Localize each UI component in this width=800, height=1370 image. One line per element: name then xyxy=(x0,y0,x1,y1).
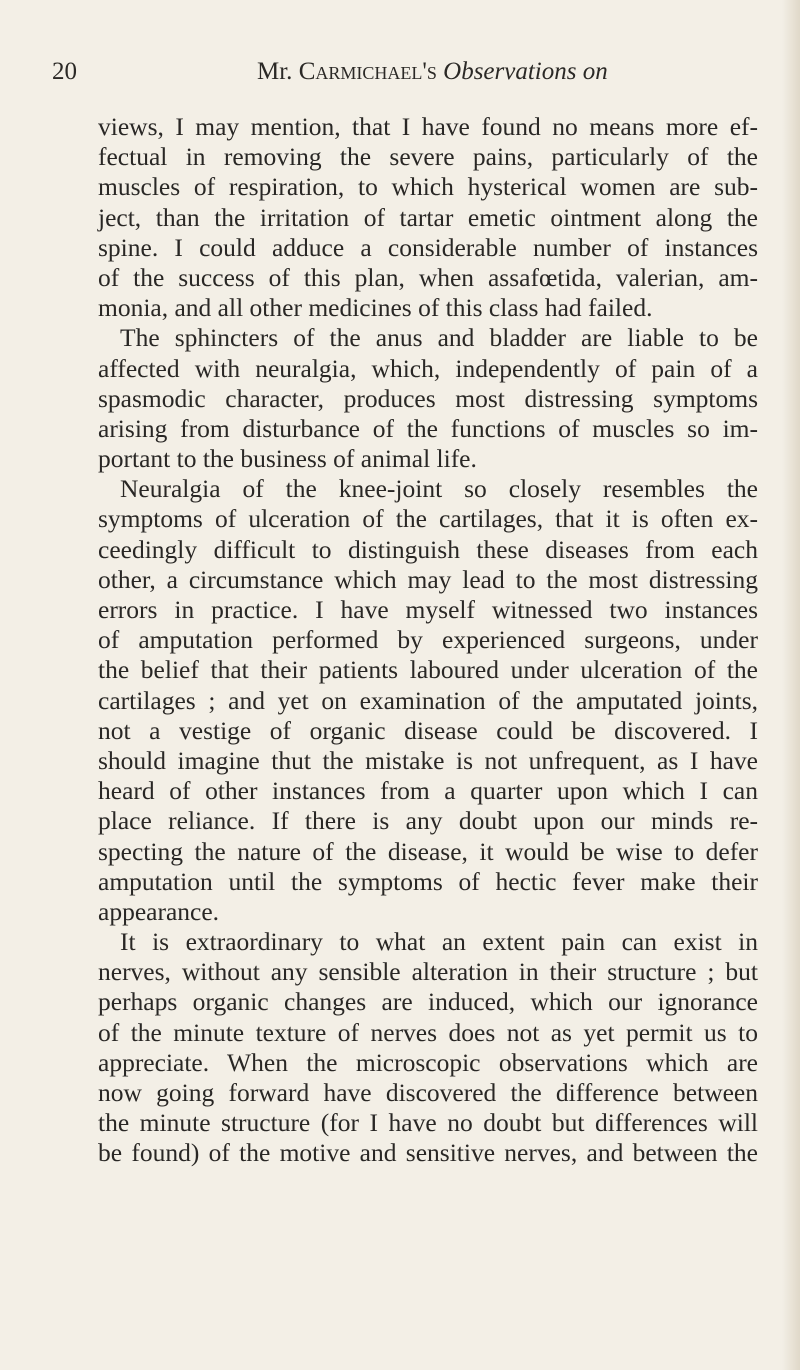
text-line: other, a circumstance which may lead to the most distressing xyxy=(98,564,758,594)
text-line: perhaps organic changes are induced, which our ignorance xyxy=(98,987,758,1017)
text-line: It is extraordinary to what an extent pain can exist in xyxy=(120,927,758,957)
header-subject: Observations on xyxy=(443,58,608,85)
text-line: the minute structure (for I have no doubt but differences will xyxy=(98,1108,758,1138)
text-line: of the success of this plan, when assafœtida, valerian, am- xyxy=(98,262,758,292)
text-line: spine. I could adduce a considerable number of instances xyxy=(98,232,758,262)
text-line: fectual in removing the severe pains, particularly of the xyxy=(98,142,758,172)
header-prefix: Mr. xyxy=(257,58,293,85)
text-line: arising from disturbance of the functions of muscles so im- xyxy=(98,413,758,443)
text-line: The sphincters of the anus and bladder are liable to be xyxy=(120,323,758,353)
page-edge-shadow xyxy=(782,0,800,1370)
text-line: amputation until the symptoms of hectic fever make their xyxy=(98,866,758,896)
text-line: errors in practice. I have myself witnessed two instances xyxy=(98,595,758,624)
running-head xyxy=(52,52,742,92)
text-line: of the minute texture of nerves does not as yet permit us to xyxy=(98,1017,758,1047)
text-line: be found) of the motive and sensitive nerves, and between the xyxy=(98,1138,758,1168)
text-line: should imagine thut the mistake is not unfrequent, as I have xyxy=(98,745,758,775)
text-line: appreciate. When the microscopic observations which are xyxy=(98,1047,758,1077)
text-line: affected with neuralgia, which, independently of pain of a xyxy=(98,353,758,383)
text-line: appearance. xyxy=(98,896,220,926)
page-number: 20 xyxy=(52,58,77,85)
text-line: cartilages ; and yet on examination of the amputated joints, xyxy=(98,685,758,715)
text-line: of amputation performed by experienced surgeons, under xyxy=(98,625,758,655)
text-line: symptoms of ulceration of the cartilages, that it is often ex- xyxy=(98,504,758,534)
text-line: place reliance. If there is any doubt upon our minds re- xyxy=(98,806,758,836)
text-line: the belief that their patients laboured under ulceration of the xyxy=(98,655,758,685)
text-line: heard of other instances from a quarter upon which I can xyxy=(98,776,758,806)
text-line: nerves, without any sensible alteration in their structure ; but xyxy=(98,957,758,987)
header-author: Carmichael's xyxy=(298,58,437,85)
body-text xyxy=(98,112,758,1169)
text-line: specting the nature of the disease, it would be wise to defer xyxy=(98,836,758,866)
text-line: ject, than the irritation of tartar emetic ointment along the xyxy=(98,202,758,232)
text-line: now going forward have discovered the difference between xyxy=(98,1078,758,1107)
text-line: views, I may mention, that I have found no means more ef- xyxy=(98,112,758,141)
text-line: not a vestige of organic disease could be discovered. I xyxy=(98,715,758,745)
text-line: monia, and all other medicines of this class had failed. xyxy=(98,293,653,323)
text-line: portant to the business of animal life. xyxy=(98,444,477,474)
text-line: Neuralgia of the knee-joint so closely resembles the xyxy=(120,474,758,504)
header-title xyxy=(257,52,608,92)
text-line: muscles of respiration, to which hysterical women are sub- xyxy=(98,172,758,202)
text-line: spasmodic character, produces most distressing symptoms xyxy=(98,383,758,413)
text-line: ceedingly difficult to distinguish these diseases from each xyxy=(98,534,758,564)
